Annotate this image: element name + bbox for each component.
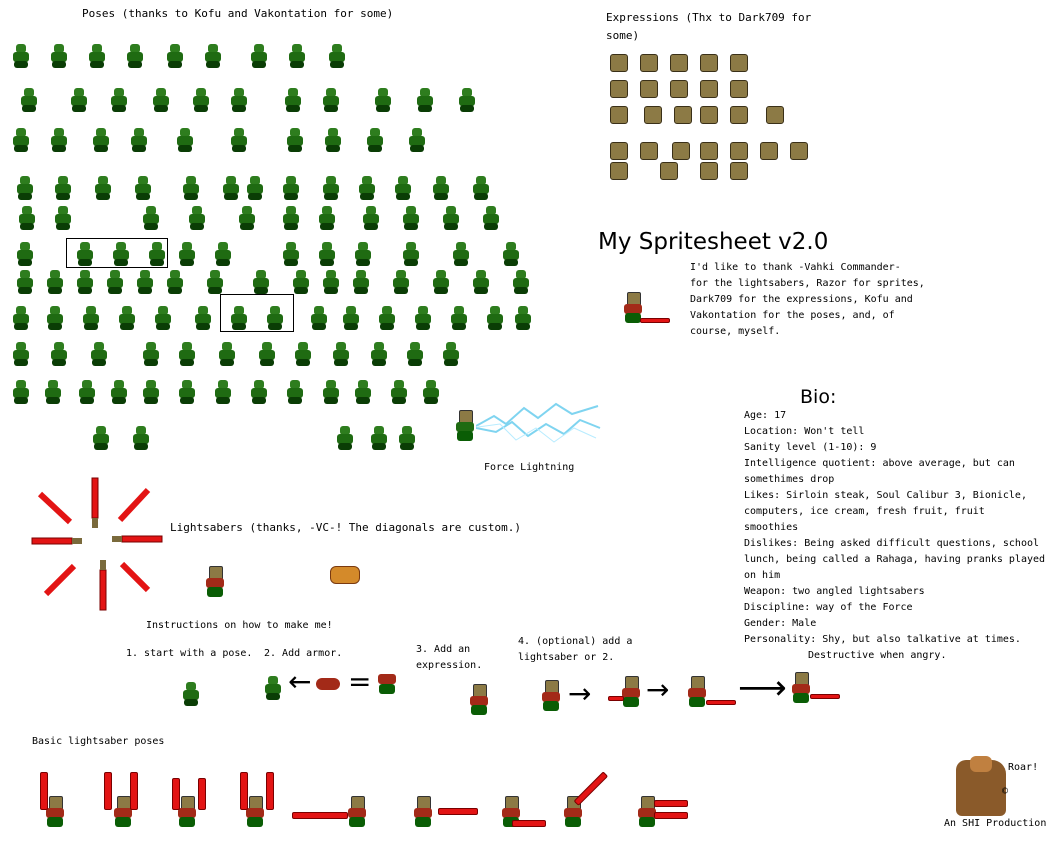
pose-sprite	[74, 270, 96, 294]
expression-face	[730, 80, 748, 98]
pose-sprite	[368, 426, 390, 450]
basic-poses-heading: Basic lightsaber poses	[32, 736, 165, 747]
pose-sprite	[18, 88, 40, 112]
pose-sprite	[290, 270, 312, 294]
pose-sprite	[320, 176, 342, 200]
pose-sprite	[124, 44, 146, 68]
bio-line: Age: 17	[744, 410, 787, 421]
basic-pose-saber	[172, 778, 180, 810]
bio-line: somethimes drop	[744, 474, 835, 485]
pose-sprite	[280, 242, 302, 266]
pose-sprite	[256, 342, 278, 366]
thanks-line: for the lightsabers, Razor for sprites,	[690, 278, 925, 289]
equals-icon: =	[348, 665, 372, 698]
pose-sprite	[404, 342, 426, 366]
pose-sprite	[450, 242, 472, 266]
bio-line: Weapon: two angled lightsabers	[744, 586, 925, 597]
pose-sprite	[470, 176, 492, 200]
copyright-icon: ©	[1002, 786, 1009, 797]
pose-sprite	[108, 88, 130, 112]
expressions-heading-line1: Expressions (Thx to Dark709 for	[606, 11, 812, 24]
left-arrow-icon: ←	[288, 665, 312, 698]
pose-sprite	[250, 270, 272, 294]
pose-sprite	[372, 88, 394, 112]
basic-pose-saber	[240, 772, 248, 810]
pose-sprite	[130, 426, 152, 450]
armor-piece-icon	[316, 678, 340, 690]
pose-sprite	[286, 44, 308, 68]
lightsaber-wheel	[26, 472, 166, 614]
step-3-label-line1: 3. Add an	[416, 644, 471, 655]
pose-sprite	[236, 206, 258, 230]
pose-sprite	[376, 306, 398, 330]
pose-sprite	[76, 380, 98, 404]
force-lightning-label: Force Lightning	[484, 462, 575, 473]
bio-line: computers, ice cream, fresh fruit, fruit	[744, 506, 985, 517]
pose-sprite	[248, 44, 270, 68]
pose-sprite	[140, 380, 162, 404]
pose-sprite	[108, 380, 130, 404]
expression-face	[610, 54, 628, 72]
pose-sprite	[512, 306, 534, 330]
expression-face	[644, 106, 662, 124]
pose-sprite	[392, 176, 414, 200]
pose-sprite	[284, 128, 306, 152]
pose-sprite	[44, 270, 66, 294]
pose-sprite	[448, 306, 470, 330]
pose-sprite	[388, 380, 410, 404]
roar-text: Roar!	[1008, 762, 1039, 773]
pose-sprite	[10, 306, 32, 330]
pose-sprite	[330, 342, 352, 366]
basic-pose-saber	[654, 800, 688, 807]
pose-sprite	[326, 44, 348, 68]
step-4-label-line2: lightsaber or 2.	[518, 652, 615, 663]
pose-sprite	[280, 176, 302, 200]
pose-sprite	[360, 206, 382, 230]
expression-face	[700, 142, 718, 160]
pose-sprite	[316, 206, 338, 230]
step-3-label-line2: expression.	[416, 660, 483, 671]
basic-pose-saber	[654, 812, 688, 819]
pose-sprite	[308, 306, 330, 330]
bio-line: smoothies	[744, 522, 799, 533]
pose-sprite	[44, 306, 66, 330]
expression-face	[730, 106, 748, 124]
pose-sprite	[322, 128, 344, 152]
basic-pose-character	[412, 796, 434, 828]
step-4-saber	[810, 694, 840, 699]
pose-sprite	[150, 88, 172, 112]
right-arrow-icon: ⟶	[738, 668, 787, 708]
page-title: My Spritesheet v2.0	[598, 229, 829, 255]
pose-sprite	[90, 128, 112, 152]
basic-pose-saber	[512, 820, 546, 827]
pose-sprite	[48, 128, 70, 152]
pose-sprite	[10, 44, 32, 68]
lightsaber-character	[204, 566, 226, 598]
bio-heading: Bio:	[800, 386, 837, 408]
instructions-heading: Instructions on how to make me!	[146, 620, 333, 631]
pose-sprite	[420, 380, 442, 404]
pose-sprite	[48, 342, 70, 366]
pose-sprite	[440, 342, 462, 366]
expression-face	[700, 54, 718, 72]
pose-sprite	[176, 242, 198, 266]
pose-sprite	[132, 176, 154, 200]
pose-sprite	[320, 380, 342, 404]
pose-sprite	[228, 88, 250, 112]
production-credit: An SHI Production	[944, 818, 1047, 829]
bio-line: Intelligence quotient: above average, but can	[744, 458, 1015, 469]
pose-sprite	[430, 270, 452, 294]
expression-face	[610, 106, 628, 124]
pose-sprite	[440, 206, 462, 230]
bio-line: Destructive when angry.	[808, 650, 947, 661]
expression-face	[700, 162, 718, 180]
expression-face	[730, 54, 748, 72]
thanks-line: Dark709 for the expressions, Kofu and	[690, 294, 913, 305]
bio-line: Discipline: way of the Force	[744, 602, 913, 613]
thanks-line: Vakontation for the poses, and, of	[690, 310, 895, 321]
step-1-label: 1. start with a pose.	[126, 648, 253, 659]
pose-sprite	[128, 128, 150, 152]
pose-sprite	[80, 306, 102, 330]
pose-sprite	[140, 206, 162, 230]
thanks-saber	[640, 318, 670, 323]
bio-line: lunch, being called a Rahaga, having pranks played	[744, 554, 1046, 565]
expression-face	[730, 142, 748, 160]
pose-sprite	[204, 270, 226, 294]
basic-pose-saber	[104, 772, 112, 810]
bio-line: Personality: Shy, but also talkative at times.	[744, 634, 1021, 645]
expression-face	[760, 142, 778, 160]
expression-face	[660, 162, 678, 180]
pose-sprite	[400, 206, 422, 230]
pose-sprite	[10, 380, 32, 404]
pose-sprite	[368, 342, 390, 366]
pose-sprite	[192, 306, 214, 330]
thanks-line: course, myself.	[690, 326, 781, 337]
force-lightning-character	[454, 410, 476, 442]
step-4-label-line1: 4. (optional) add a	[518, 636, 633, 647]
expression-face	[670, 54, 688, 72]
right-arrow-icon: →	[646, 673, 670, 706]
pose-sprite	[470, 270, 492, 294]
pose-sprite	[14, 270, 36, 294]
pose-sprite	[134, 270, 156, 294]
pose-sprite	[352, 380, 374, 404]
step-1-sprite	[180, 682, 202, 706]
pose-sprite	[48, 44, 70, 68]
pose-sprite	[52, 176, 74, 200]
pose-sprite	[190, 88, 212, 112]
basic-pose-saber	[130, 772, 138, 810]
step-4-character-1	[540, 680, 562, 712]
expression-face	[700, 106, 718, 124]
expressions-heading-line2: some)	[606, 29, 640, 42]
pose-sprite	[228, 128, 250, 152]
pose-sprite	[352, 242, 374, 266]
expression-face	[766, 106, 784, 124]
expression-face	[610, 162, 628, 180]
basic-pose-saber	[40, 772, 48, 810]
step-2-result	[376, 670, 398, 698]
pose-sprite	[10, 342, 32, 366]
pose-sprite	[280, 206, 302, 230]
force-lightning-bolts	[476, 398, 602, 448]
pose-sprite	[334, 426, 356, 450]
pose-sprite	[212, 380, 234, 404]
expression-face	[640, 142, 658, 160]
pose-sprite	[88, 342, 110, 366]
basic-pose-saber-diagonal	[574, 771, 609, 806]
thanks-line: I'd like to thank -Vahki Commander-	[690, 262, 901, 273]
pose-sprite	[484, 306, 506, 330]
pose-sprite	[212, 242, 234, 266]
basic-pose-saber	[292, 812, 348, 819]
pose-sprite	[176, 342, 198, 366]
pose-sprite	[316, 242, 338, 266]
pose-sprite	[90, 426, 112, 450]
step-4-character-3	[686, 676, 708, 708]
basic-pose-character	[346, 796, 368, 828]
expression-face	[640, 54, 658, 72]
shi-logo-head	[970, 756, 992, 772]
pose-sprite	[116, 306, 138, 330]
pose-sprite	[216, 342, 238, 366]
bio-line: Location: Won't tell	[744, 426, 865, 437]
expression-face	[610, 142, 628, 160]
pose-sprite	[42, 380, 64, 404]
pose-sprite	[176, 380, 198, 404]
pose-sprite	[14, 242, 36, 266]
bio-line: on him	[744, 570, 781, 581]
basic-pose-saber	[198, 778, 206, 810]
pose-sprite	[52, 206, 74, 230]
pose-sprite	[244, 176, 266, 200]
pose-sprite	[164, 44, 186, 68]
pose-sprite	[86, 44, 108, 68]
bio-line: Likes: Sirloin steak, Soul Calibur 3, Bionicle,	[744, 490, 1027, 501]
expression-face	[730, 162, 748, 180]
pose-sprite	[364, 128, 386, 152]
step-4-character-final	[790, 672, 812, 704]
pose-sprite	[500, 242, 522, 266]
highlight-box-1	[66, 238, 168, 268]
basic-pose-saber	[438, 808, 478, 815]
pose-sprite	[480, 206, 502, 230]
pose-sprite	[390, 270, 412, 294]
pose-sprite	[152, 306, 174, 330]
pose-sprite	[92, 176, 114, 200]
pose-sprite	[186, 206, 208, 230]
step-4-character-2	[620, 676, 642, 708]
pose-sprite	[202, 44, 224, 68]
pose-sprite	[104, 270, 126, 294]
expression-face	[700, 80, 718, 98]
pose-sprite	[68, 88, 90, 112]
pose-sprite	[406, 128, 428, 152]
pose-sprite	[284, 380, 306, 404]
pose-sprite	[356, 176, 378, 200]
pose-sprite	[340, 306, 362, 330]
pose-sprite	[510, 270, 532, 294]
step-3-result	[468, 684, 490, 716]
pose-sprite	[14, 176, 36, 200]
expression-face	[670, 80, 688, 98]
bio-line: Gender: Male	[744, 618, 817, 629]
armor-piece-icon	[330, 566, 360, 584]
bio-line: Sanity level (1-10): 9	[744, 442, 877, 453]
step-4-saber	[706, 700, 736, 705]
expression-face	[674, 106, 692, 124]
pose-sprite	[16, 206, 38, 230]
pose-sprite	[400, 242, 422, 266]
pose-sprite	[320, 88, 342, 112]
pose-sprite	[350, 270, 372, 294]
pose-sprite	[456, 88, 478, 112]
step-2-sprite	[262, 676, 284, 700]
pose-sprite	[412, 306, 434, 330]
pose-sprite	[320, 270, 342, 294]
pose-sprite	[248, 380, 270, 404]
step-4-saber	[608, 696, 624, 701]
expression-face	[640, 80, 658, 98]
expression-face	[672, 142, 690, 160]
pose-sprite	[180, 176, 202, 200]
pose-sprite	[282, 88, 304, 112]
highlight-box-2	[220, 294, 294, 332]
basic-pose-saber	[266, 772, 274, 810]
pose-sprite	[140, 342, 162, 366]
pose-sprite	[174, 128, 196, 152]
pose-sprite	[414, 88, 436, 112]
pose-sprite	[292, 342, 314, 366]
pose-sprite	[10, 128, 32, 152]
expression-face	[790, 142, 808, 160]
pose-sprite	[220, 176, 242, 200]
pose-sprite	[396, 426, 418, 450]
lightsabers-heading: Lightsabers (thanks, -VC-! The diagonals are custom.)	[170, 521, 521, 534]
pose-sprite	[164, 270, 186, 294]
pose-sprite	[430, 176, 452, 200]
expression-face	[610, 80, 628, 98]
poses-heading: Poses (thanks to Kofu and Vakontation for some)	[82, 7, 394, 20]
bio-line: Dislikes: Being asked difficult questions, school	[744, 538, 1040, 549]
step-2-label: 2. Add armor.	[264, 648, 343, 659]
right-arrow-icon: →	[568, 677, 592, 710]
